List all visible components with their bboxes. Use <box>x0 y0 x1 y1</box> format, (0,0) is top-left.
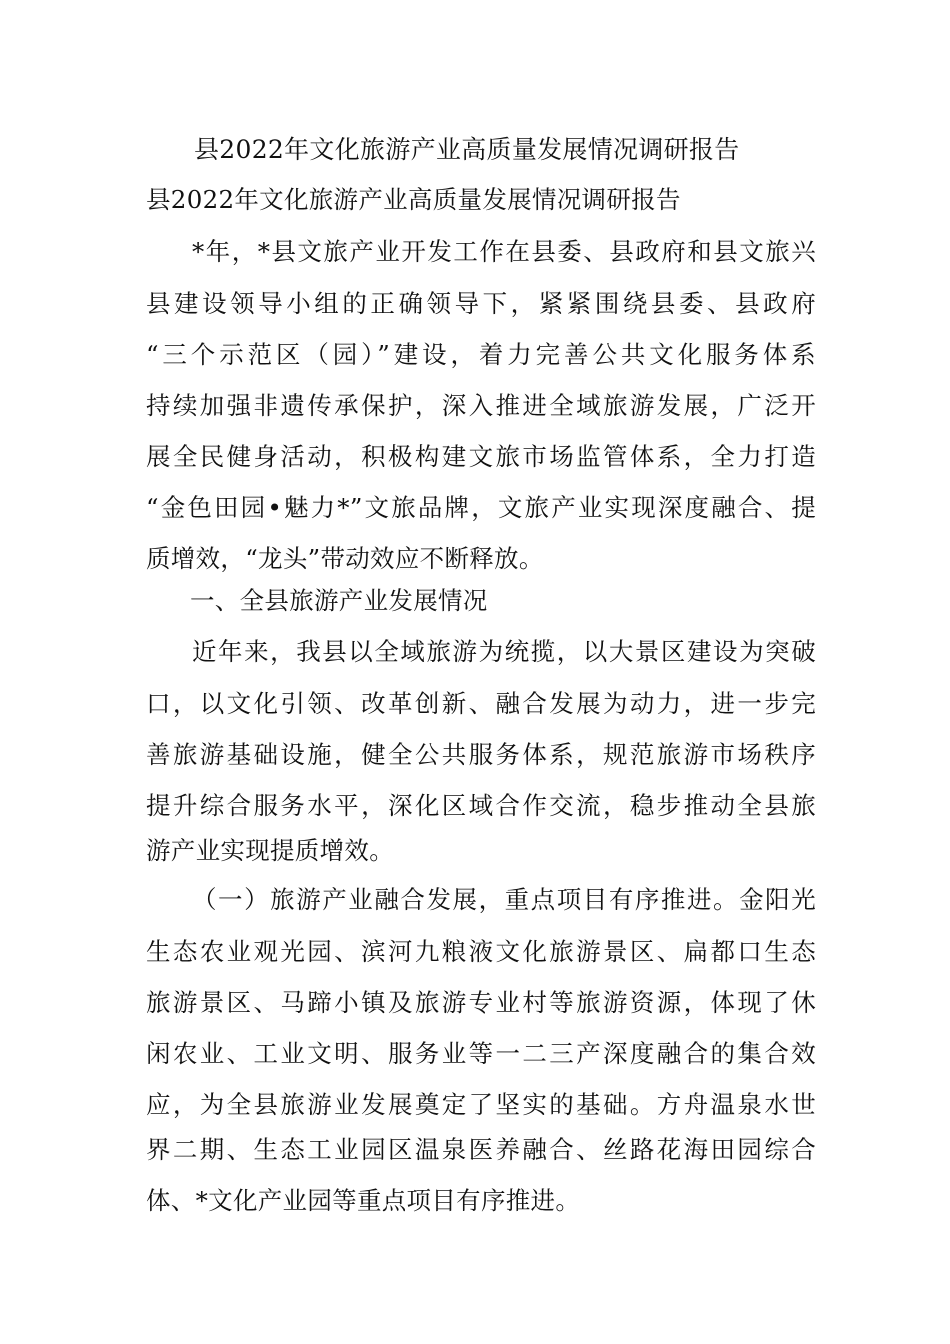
document-title: 县2022年文化旅游产业高质量发展情况调研报告 <box>146 185 681 214</box>
paragraph-line: 持续加强非遗传承保护，深入推进全域旅游发展，广泛开 <box>146 391 816 420</box>
paragraph-line: 提升综合服务水平，深化区域合作交流，稳步推动全县旅 <box>146 791 816 820</box>
paragraph-line: 善旅游基础设施，健全公共服务体系，规范旅游市场秩序 <box>146 740 816 769</box>
paragraph-line: 质增效，“龙头”带动效应不断释放。 <box>146 544 544 573</box>
paragraph-line: 闲农业、工业文明、服务业等一二三产深度融合的集合效 <box>146 1039 816 1068</box>
paragraph-line: 展全民健身活动，积极构建文旅市场监管体系，全力打造 <box>146 442 816 471</box>
paragraph-line: 体、*文化产业园等重点项目有序推进。 <box>146 1186 581 1215</box>
paragraph-line: 应，为全县旅游业发展奠定了坚实的基础。方舟温泉水世 <box>146 1090 816 1119</box>
paragraph-line: 口，以文化引领、改革创新、融合发展为动力，进一步完 <box>146 689 816 718</box>
paragraph-line: “三个示范区（园）”建设，着力完善公共文化服务体系 <box>146 340 816 369</box>
section-heading: 一、全县旅游产业发展情况 <box>190 586 488 615</box>
paragraph-line: “金色田园•魅力*”文旅品牌，文旅产业实现深度融合、提 <box>146 493 816 522</box>
paragraph-line: 旅游景区、马蹄小镇及旅游专业村等旅游资源，体现了休 <box>146 988 816 1017</box>
paragraph-line: 生态农业观光园、滨河九粮液文化旅游景区、扁都口生态 <box>146 937 816 966</box>
paragraph-line: 近年来，我县以全域旅游为统揽，以大景区建设为突破 <box>192 637 816 666</box>
paragraph-line: 游产业实现提质增效。 <box>146 836 394 865</box>
paragraph-line: 县建设领导小组的正确领导下，紧紧围绕县委、县政府 <box>146 289 816 318</box>
document-title-centered: 县2022年文化旅游产业高质量发展情况调研报告 <box>194 135 740 164</box>
paragraph-line: （一）旅游产业融合发展，重点项目有序推进。金阳光 <box>192 885 816 914</box>
paragraph-line: *年，*县文旅产业开发工作在县委、县政府和县文旅兴 <box>192 237 816 266</box>
paragraph-line: 界二期、生态工业园区温泉医养融合、丝路花海田园综合 <box>146 1135 816 1164</box>
